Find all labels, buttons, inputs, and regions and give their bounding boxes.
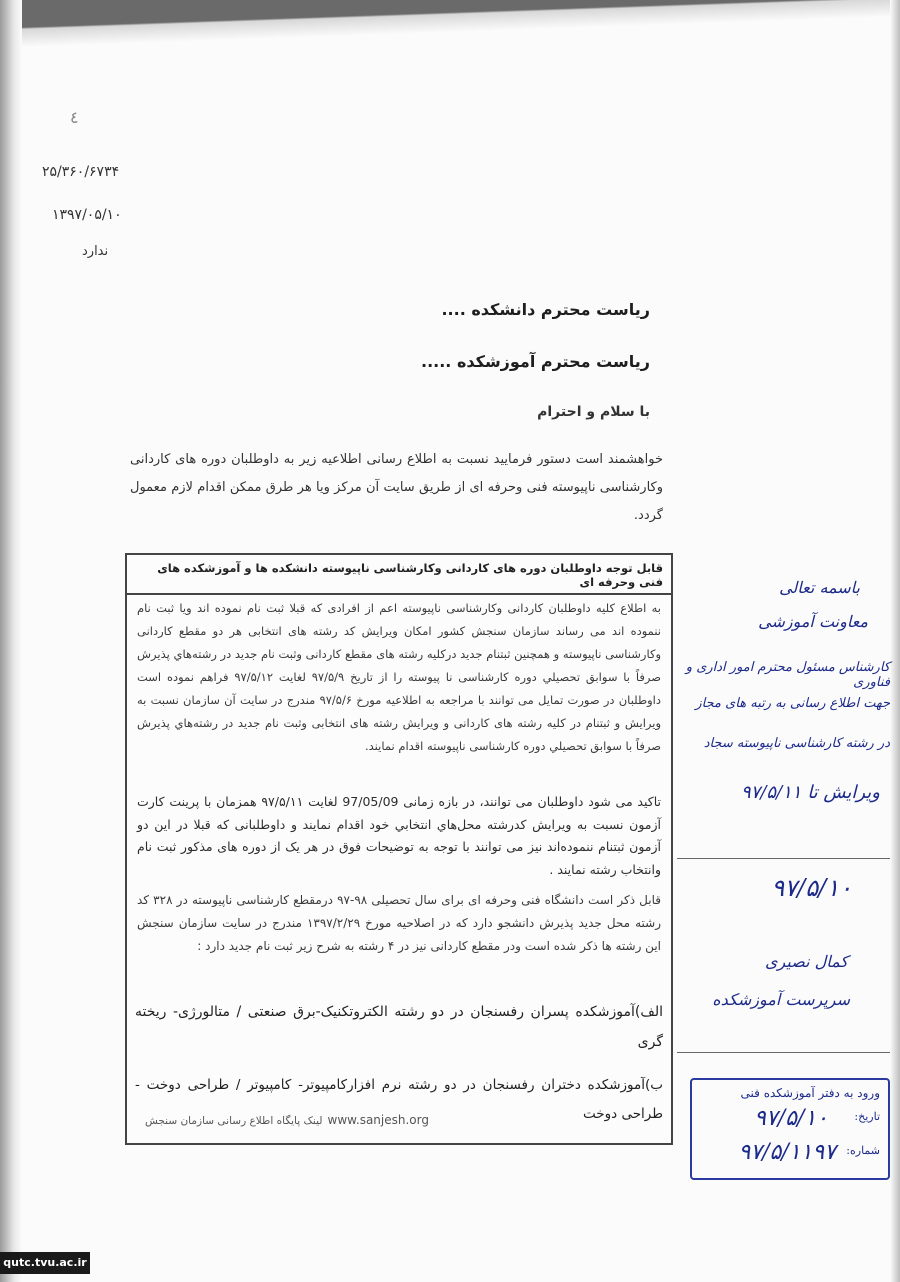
- note-divider-2: [677, 1052, 890, 1053]
- intro-paragraph: خواهشمند است دستور فرمایید نسبت به اطلاع رسانی اطلاعیه زیر به داوطلبان دوره های کاردانی وکارشناسی ناپیوسته فنی وحرفه ای از طریق سایت آن مرکز ویا هر طرق ممکن اقدام لازم معمول گردد.: [130, 452, 663, 523]
- letter-attachment: ندارد: [82, 244, 109, 259]
- notice-paragraph-1: به اطلاع کلیه داوطلبان کاردانی وکارشناسی ناپیوسته اعم از افرادی که قبلا ثبت نام نموده اند ویا ثبت نام ننموده اند می رساند سازمان سنجش کشور امکان ویرایش کد رشته های انتخابی هر دو مقطع کاردانی وکارشناسی ناپیوسته و همچنین ثبتنام جدید درکلیه رشته های مقطع کاردانی وثبت نام جدید در رشته‌هاي پذيرش صرفاً با سوابق تحصيلي دوره کارشناسی نا پیوسته را از تاریخ ۹۷/۵/۹ لغایت ۹۷/۵/۱۲ فراهم نموده است داوطلبان در صورت تمایل می توانند با مراجعه به اطلاعیه مورخ ۹۷/۵/۶ مندرج در سایت آن سازمان نسبت به ویرایش و ثبتنام در کلیه رشته های کاردانی و ویرایش رشته های انتخابی وثبت نام جدید در رشته‌هاي پذيرش صرفاً با سوابق تحصيلي دوره کارشناسی ناپیوسته اقدام نمایند.: [137, 601, 661, 753]
- note-date: ۹۷/۵/۱۰: [771, 874, 852, 902]
- notice-paragraph-2: تاکید می شود داوطلبان می توانند، در بازه زمانی 97/05/09 لغایت ۹۷/۵/۱۱ همزمان با پرینت کارت آزمون نسبت به ویرایش کدرشته محل‌هاي انتخابي خود اقدام نمایند و داوطلبانی که قبلا در این دو آزمون ثبتنام ننموده‌اند نیز می توانند با توجه به توضیحات فوق در هر یک از دوره های مذکور ثبت نام وانتخاب رشته نمایند .: [137, 794, 661, 877]
- letter-number: ۲۵/۳۶۰/۶۷۳۴: [42, 164, 120, 180]
- receipt-stamp: [690, 1078, 890, 1180]
- stamp-date-label: تاریخ:: [854, 1110, 880, 1123]
- header-mark: ٤: [70, 108, 79, 127]
- scan-right-edge: [890, 0, 900, 1282]
- sanjesh-link-note: لینک پایگاه اطلاع رسانی سازمان سنجش: [145, 1115, 323, 1127]
- note-signer-title: سرپرست آموزشکده: [712, 990, 850, 1009]
- note-line-5: در رشته کارشناسی ناپیوسته سجاد: [703, 736, 890, 751]
- stamp-number-label: شماره:: [846, 1144, 880, 1157]
- stamp-date-value: ۹۷/۵/۱۰: [754, 1106, 828, 1131]
- notice-paragraph-3: قابل ذکر است دانشگاه فنی وحرفه ای برای سال تحصیلی ۹۸-۹۷ درمقطع کارشناسی ناپیوسته در ۳۲۸ کد رشته محل جدید پذیرش دانشجو دارد که در اصلاحیه مورخ ۱۳۹۷/۲/۲۹ مندرج در سایت سازمان سنجش این رشته ها ذکر شده است ودر مقطع کاردانی نیز در ۴ رشته به شرح زیر ثبت نام جدید دارد :: [137, 893, 662, 953]
- stamp-number-value: ۹۷/۵/۱۱۹۷: [738, 1140, 836, 1165]
- salutation-faculty: ریاست محترم دانشکده ....: [441, 300, 650, 319]
- note-basmele: باسمه تعالی: [779, 578, 860, 597]
- sanjesh-link-row: [137, 1109, 429, 1128]
- notice-item-b: ب)آموزشکده دختران رفسنجان در دو رشته نرم افزارکامپیوتر- کامپیوتر / طراحی دوخت - طراحی دوخت: [135, 1077, 663, 1122]
- scan-left-edge: [0, 0, 22, 1282]
- notice-title: قابل توجه داوطلبان دوره های کاردانی وکارشناسی ناپیوسته دانشکده ها و آموزشکده های فنی وحرفه ای: [127, 555, 671, 595]
- note-signer-name: کمال نصیری: [765, 952, 848, 971]
- greeting: با سلام و احترام: [537, 404, 650, 420]
- note-line-4: جهت اطلاع رسانی به رتبه های مجاز: [695, 696, 890, 711]
- notice-item-a: الف)آموزشکده پسران رفسنجان در دو رشته الکتروتکنیک-برق صنعتی / متالورژی- ریخته گری: [135, 1004, 663, 1050]
- stamp-heading: ورود به دفتر آموزشکده فنی: [740, 1086, 880, 1100]
- note-divider-1: [677, 858, 890, 859]
- note-addressee: معاونت آموزشی: [758, 612, 868, 631]
- letter-date: ۱۳۹۷/۰۵/۱۰: [52, 207, 122, 223]
- salutation-college: ریاست محترم آموزشکده .....: [420, 352, 650, 371]
- scan-top-edge: [0, 0, 900, 60]
- sanjesh-link[interactable]: www.sanjesh.org: [327, 1113, 429, 1127]
- notice-box: [125, 553, 673, 1145]
- note-line-3: کارشناس مسئول محترم امور اداری و فناوری: [685, 660, 890, 690]
- footer-site-badge: qutc.tvu.ac.ir: [0, 1252, 90, 1274]
- note-line-6: ویرایش تا ۹۷/۵/۱۱: [741, 782, 880, 803]
